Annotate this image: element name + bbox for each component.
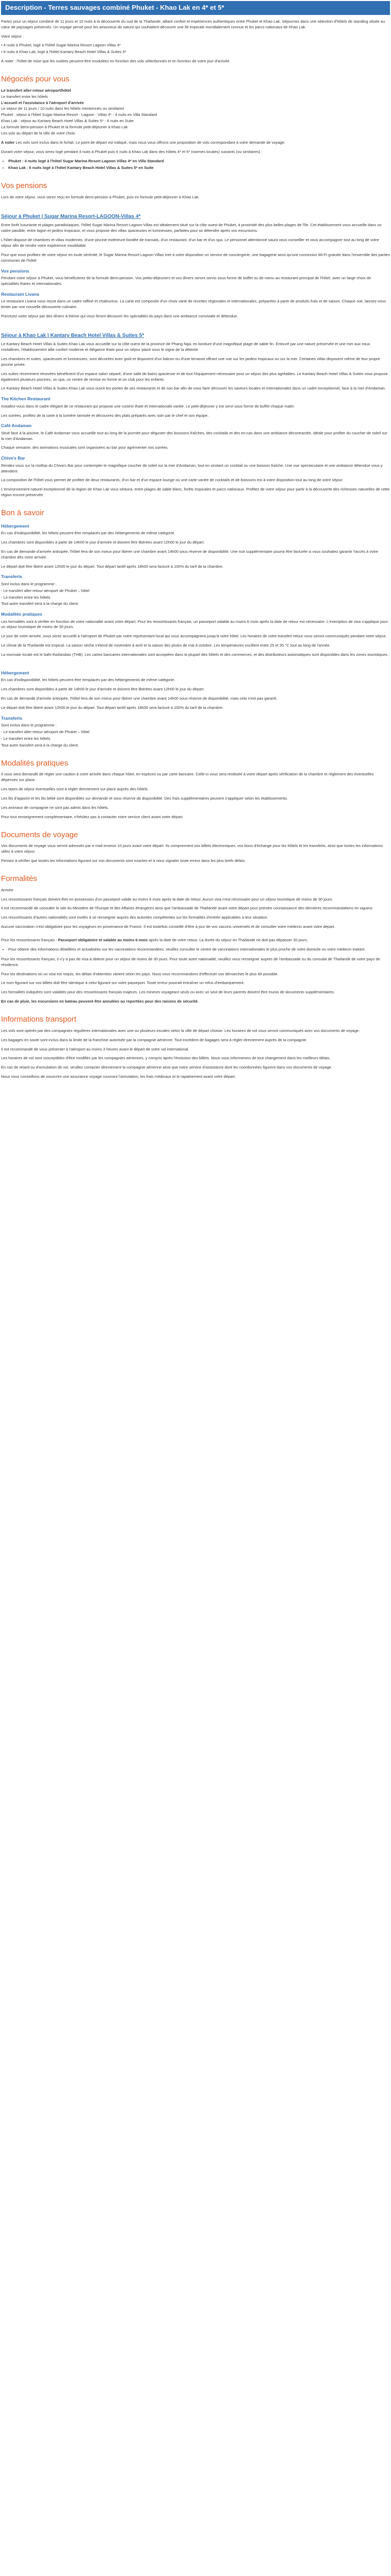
section-heading-modalites: Modalités pratiques: [1, 758, 69, 768]
hotel-khao-lak-section: [1, 342, 390, 392]
list-item: • Pour obtenir des informations détaillées et actualisées sur les vaccinations recommandées, veuillez consulter le centre de vaccinations internationales le plus proche de votre domicile ou votre médecin traitant.: [8, 947, 390, 953]
chiva-paragraph: L'environnement naturel exceptionnel de la région de Khao Lak vous séduira, entre plages de sable blanc, forêts tropicales et parcs nationaux. Profitez de votre séjour pour partir à la découverte des richesses naturelles de cette région encore préservée.: [1, 487, 390, 498]
info-paragraph: Pour tout renseignement complémentaire, n'hésitez pas à contacter notre service client avant votre départ.: [1, 814, 184, 819]
info-paragraph: Les taxes de séjour éventuelles sont à régler directement sur place auprès des hôtels.: [1, 787, 149, 792]
restaurant-paragraph: Ponctuez votre séjour par des dîners à thème qui vous feront découvrir les spécialités du pays dans une ambiance conviviale et détendue.: [1, 313, 238, 318]
restaurant-paragraph: Le restaurant Livana vous reçoit dans un cadre raffiné et chaleureux. La carte est composée d'un choix varié de recettes régionales et internationales, préparées à partir de produits frais et de saison. Chaque soir, laissez-vous tenter par une nouvelle découverte culinaire.: [1, 299, 386, 309]
info-paragraph: Le climat de la Thaïlande est tropical. La saison sèche s'étend de novembre à avril et la saison des pluies de mai à octobre. Les températures oscillent entre 25 et 35 °C tout au long de l'année.: [1, 643, 331, 648]
info-paragraph: Vos documents de voyage vous seront adressés par e-mail environ 10 jours avant votre départ. Ils comprennent vos billets électroniques, vos bons d'échange pour les hôtels et les transferts, ainsi que toutes les informations utiles à votre séjour.: [1, 843, 383, 854]
info-paragraph: En cas d'indisponibilité, les hôtels peuvent être remplacés par des hébergements de même catégorie.: [1, 677, 175, 683]
hotel-heading-phuket: Séjour à Phuket | Sugar Marina Resort-LAGOON-Villas 4*: [1, 213, 141, 219]
info-paragraph: Aucune vaccination n'est obligatoire pour les voyageurs en provenance de France. Il est toutefois conseillé d'être à jour de vos vaccins universels et de consulter votre médecin avant votre départ.: [1, 924, 335, 929]
hotel-paragraph: Le Kantary Beach Hotel Villas & Suites Khao Lak vous accueille sur la côte ouest de la province de Phang Nga, en bordure d'une magnifique plage de sable fin. Entouré par une nature préservée et une mer aux eaux cristallines, l'établissement allie confort moderne et élégance thaïe pour un séjour placé sous le signe de la détente.: [1, 342, 370, 352]
info-paragraph: Les ressortissants d'autres nationalités sont invités à se renseigner auprès des autorités compétentes sur les formalités d'entrée applicables à leur situation.: [1, 915, 268, 920]
chiva-paragraph: La composition de l'hôtel vous permet de profiter de deux restaurants, d'un bar et d'un espace lounge où une carte variée de cocktails et de boissons est à votre disposition tout au long de votre séjour.: [1, 478, 344, 483]
info-line: - Le transfert entre les hôtels: [1, 595, 51, 600]
hotel-paragraph: Le Kantary Beach Hotel Villas & Suites Khao Lak vous ouvre les portes de ses restaurants et de son bar afin de vous faire découvrir les saveurs locales et internationales dans un cadre exceptionnel, face à la mer d'Andaman.: [1, 386, 386, 391]
info-paragraph: Les horaires de vol sont susceptibles d'être modifiés par les compagnies aériennes, y compris après l'émission des billets. Nous vous informerons de tout changement dans les meilleurs délais.: [1, 1056, 331, 1061]
info-paragraph: Les lits d'appoint et les lits bébé sont disponibles sur demande et sous réserve de disponibilité. Des frais supplémentaires peuvent s'appliquer selon les établissements.: [1, 795, 288, 801]
info-paragraph: En cas d'indisponibilité, les hôtels peuvent être remplacés par des hébergements de même catégorie.: [1, 531, 175, 536]
subheading-transferts: Transferts: [1, 574, 23, 580]
section-heading-documents: Documents de voyage: [1, 830, 78, 839]
info-paragraph: Les formalités indiquées sont valables pour des ressortissants français majeurs. Les mineurs voyageant seuls ou avec un seul de leurs parents doivent être munis de documents supplémentaires.: [1, 990, 335, 995]
bar-paragraph: Chaque semaine, des animations musicales sont organisées au bar pour agrémenter vos soirées.: [1, 445, 169, 450]
intro-paragraph: Votre séjour :: [1, 33, 24, 39]
intro-section: [1, 19, 390, 64]
info-paragraph: En cas de retard ou d'annulation de vol, veuillez contacter directement la compagnie aérienne ainsi que notre service d'assistance dont les coordonnées figurent dans vos documents de voyage.: [1, 1065, 333, 1070]
info-line: - Le transfert aller-retour aéroport de Phuket – hôtel: [1, 588, 90, 593]
section-heading-pension: Vos pensions: [1, 181, 47, 191]
info-paragraph: En cas de demande d'arrivée anticipée, l'hôtel fera de son mieux pour libérer une chambre avant 14h00 sous réserve de disponibilité. Une nuit supplémentaire pourra être facturée si vous souhaitez garantir l'accès à votre chambre dès votre arrivée.: [1, 549, 378, 560]
info-line: Tout autre transfert sera à la charge du client.: [1, 601, 79, 606]
info-paragraph: Le départ doit être libéré avant 12h00 le jour du départ. Tout départ tardif après 18h00 sera facturé à 100% du tarif de la chambre.: [1, 705, 223, 710]
info-paragraph: Le départ doit être libéré avant 12h00 le jour du départ. Tout départ tardif après 18h00 sera facturé à 100% du tarif de la chambre.: [1, 564, 223, 569]
subheading-hebergement-2: Hébergement: [1, 670, 29, 675]
bar-paragraph: Situé face à la piscine, le Café Andaman vous accueille tout au long de la journée pour déguster des boissons fraîches, des cocktails et des en-cas dans une ambiance décontractée, idéale pour profiter du coucher de soleil sur la mer d'Andaman.: [1, 430, 387, 441]
subheading-chivas-bar: Chiva's Bar: [1, 455, 25, 461]
offer-line: Le transfert aller-retour aéroport/hôtel: [1, 88, 71, 93]
hotel-paragraph: Entre forêt luxuriante et plages paradisiaques, l'hôtel Sugar Marina Resort-Lagoon-Villas est idéalement situé sur la côte ouest de Phuket, à proximité des plus belles plages de l'île. Cet établissement vous accueille dans un cadre paisible, entre lagon et jardins tropicaux, et vous propose des villas spacieuses et lumineuses, parfaites pour se détendre après vos excursions.: [1, 223, 382, 233]
subheading-hebergement: Hébergement: [1, 523, 29, 529]
info-paragraph: Il vous sera demandé de régler une caution à votre arrivée dans chaque hôtel, en espèces ou par carte bancaire. Celle-ci vous sera restituée à votre départ après vérification de la chambre et règlement des éventuelles dépenses sur place.: [1, 772, 374, 783]
hotel-paragraph: Les suites récemment rénovées bénéficient d'un espace salon séparé, d'une salle de bains spacieuse et de tout l'équipement nécessaire pour un séjour des plus agréables. Le Kantary Beach Hotel Villas & Suites vous propose également plusieurs piscines, un spa, un centre de remise en forme et un club pour les enfants.: [1, 371, 388, 382]
note-title: À noter: [1, 140, 15, 145]
pensions-paragraph: Pendant votre séjour à Phuket, vous bénéficierez de la formule demi-pension. Vos petits-déjeuners et vos dîners seront servis sous forme de buffet ou de menu au restaurant principal de l'hôtel, avec un large choix de spécialités thaïes et internationales.: [1, 276, 371, 286]
info-paragraph: Les formalités sont à vérifier en fonction de votre nationalité avant votre départ. Pour les ressortissants français, un passeport valable au moins 6 mois après la date de retour est nécessaire. L'exemption de visa s'applique pour un séjour touristique de moins de 30 jours.: [1, 619, 388, 630]
info-paragraph: La monnaie locale est le baht thaïlandais (THB). Les cartes bancaires internationales sont acceptées dans la plupart des hôtels et des commerces, et des distributeurs automatiques sont disponibles dans les zones touristiques.: [1, 652, 388, 657]
formalites-warning: En cas de pluie, les excursions en bateau peuvent être annulées ou reportées pour des raisons de sécurité.: [1, 999, 199, 1004]
page-title-banner: Description - Terres sauvages combiné Phuket - Khao Lak en 4* et 5*: [1, 1, 390, 15]
hotels-list: [1, 159, 390, 172]
formalites-note: [1, 938, 390, 943]
info-paragraph: Le jour de votre arrivée, vous serez accueilli à l'aéroport de Phuket par notre représentant local qui vous accompagnera jusqu'à votre hôtel. Les horaires de votre transfert retour vous seront communiqués pendant votre séjour.: [1, 634, 387, 639]
hotel-paragraph: Les chambres et suites, spacieuses et lumineuses, sont décorées avec goût et disposent d'un balcon ou d'une terrasse offrant une vue sur les jardins tropicaux ou sur la mer. Certaines villas disposent même de leur propre piscine privée.: [1, 356, 380, 367]
section-heading-transport: Informations transport: [1, 1015, 76, 1024]
subheading-restaurant-livana: Restaurant Livana: [1, 291, 39, 297]
note-paragraph: [1, 140, 390, 146]
formalites-note-bold: Passeport obligatoire et valable au moins 6 mois: [58, 938, 148, 943]
intro-line: • 6 nuits à Khao Lak, logé à l'hôtel Kantary Beach Hotel Villas & Suites 5*: [1, 49, 126, 55]
subheading-kitchen-restaurant: The Kitchen Restaurant: [1, 396, 51, 402]
offer-section: [1, 88, 390, 172]
subheading-transferts-2: Transferts: [1, 715, 23, 721]
hotel-paragraph: Pour que vous profitiez de votre séjour en toute sérénité, le Sugar Marina Resort-Lagoon-Villas met à votre disposition un service de conciergerie, une bagagerie ainsi qu'une connexion Wi-Fi gratuite dans l'ensemble des parties communes de l'hôtel.: [1, 252, 390, 263]
info-line: Sont inclus dans le programme :: [1, 723, 57, 728]
info-paragraph: Les chambres sont disponibles à partir de 14h00 le jour d'arrivée et doivent être libérées avant 12h00 le jour du départ.: [1, 687, 205, 692]
offer-line: Phuket : séjour à l'hôtel Sugar Marina Resort - Lagoon - Villas 4* - 4 nuits en Villa Standard: [1, 112, 157, 117]
offer-line: Le transfert entre les hôtels: [1, 94, 48, 99]
subheading-pensions: Vos pensions: [1, 268, 29, 274]
offer-line: Les vols au départ de la ville de votre choix: [1, 130, 75, 135]
list-item: • Khao Lak : 6 nuits logé à l'hôtel Kantary Beach Hotel Villas & Suites 5* en Suite: [8, 165, 390, 171]
info-line: Tout autre transfert sera à la charge du client.: [1, 742, 79, 748]
restaurant-paragraph: Installez-vous dans le cadre élégant de ce restaurant qui propose une cuisine thaïe et internationale variée. Le petit-déjeuner y est servi sous forme de buffet chaque matin.: [1, 403, 295, 409]
subheading-modalites: Modalités pratiques: [1, 612, 42, 617]
info-paragraph: Les bagages en soute sont inclus dans la limite de la franchise autorisée par la compagnie aérienne. Tout excédent de bagages sera à régler directement auprès de la compagnie.: [1, 1037, 307, 1042]
info-paragraph: En cas de demande d'arrivée anticipée, l'hôtel fera de son mieux pour libérer une chambre avant 14h00 sous réserve de disponibilité, mais cela n'est pas garanti.: [1, 696, 278, 701]
note-text: Les vols sont inclus dans le forfait. Le point de départ est indiqué, mais nous vous offrons une proposition de vols correspondant à votre demande de voyage.: [15, 140, 286, 145]
hotel-phuket-section: [1, 223, 390, 263]
info-paragraph: Le nom figurant sur vos billets doit être identique à celui figurant sur votre passeport. Toute erreur pourrait entraîner un refus d'embarquement.: [1, 980, 245, 986]
info-paragraph: Il est recommandé de consulter le site du Ministère de l'Europe et des Affaires étrangères ainsi que l'ambassade de Thaïlande avant votre départ pour prendre connaissance des dernières recommandations en vigueur.: [1, 906, 373, 911]
intro-line: • 4 nuits à Phuket, logé à l'hôtel Sugar Marina Resort Lagoon Villas 4*: [1, 43, 121, 48]
formalites-subtitle: Arrivée: [1, 887, 13, 892]
info-line: - Le transfert entre les hôtels: [1, 736, 51, 741]
info-paragraph: Les chambres sont disponibles à partir de 14h00 le jour d'arrivée et doivent être libérées avant 12h00 le jour du départ.: [1, 539, 205, 545]
info-paragraph: Les ressortissants français doivent être en possession d'un passeport valide au moins 6 mois après la date de retour. Aucun visa n'est nécessaire pour un séjour touristique de moins de 30 jours.: [1, 896, 333, 902]
info-paragraph: Les animaux de compagnie ne sont pas admis dans les hôtels.: [1, 805, 109, 810]
info-paragraph: Pour les destinations où un visa est requis, les délais d'obtention varient selon les pays. Nous vous recommandons d'effectuer vos démarches le plus tôt possible.: [1, 971, 279, 976]
formalites-list: [1, 947, 390, 953]
info-line: - Le transfert aller-retour aéroport de Phuket – hôtel: [1, 729, 90, 734]
info-line: Sont inclus dans le programme :: [1, 581, 57, 586]
subheading-cafe-andaman: Café Andaman: [1, 423, 32, 429]
formalites-note-pre: Pour les ressortissants français :: [1, 938, 58, 943]
offer-line: Le séjour de 11 jours / 10 nuits dans les hôtels mentionnés ou similaires: [1, 106, 124, 111]
hotel-paragraph: L'hôtel dispose de chambres et villas modernes, d'une piscine extérieure bordée de transats, d'un restaurant, d'un bar et d'un spa. Le personnel attentionné saura vous conseiller et vous accompagner tout au long de votre séjour afin de rendre votre expérience inoubliable.: [1, 238, 379, 248]
offer-line: Khao Lak : séjour au Kantary Beach Hotel Villas & Suites 5* - 6 nuits en Suite: [1, 118, 134, 124]
info-paragraph: Pour les ressortissants français, il n'y a pas de visa à obtenir pour un séjour de moins de 30 jours. Pour toute autre nationalité, veuillez vous renseigner auprès de l'ambassade ou du consulat de Thaïlande de votre pays de résidence.: [1, 956, 380, 967]
restaurant-paragraph: Les soirées, profitez de la carte à la lumière tamisée et découvrez des plats préparés avec soin par le chef et son équipe.: [1, 413, 209, 418]
pension-text: Lors de votre séjour, vous serez reçu en formule demi-pension à Phuket, puis en formule petit-déjeuner à Khao Lak.: [1, 195, 200, 200]
page: [0, 1, 391, 1094]
section-heading-offer: Négociés pour vous: [1, 75, 70, 84]
chiva-paragraph: Rendez-vous sur la rooftop du Chiva's Bar pour contempler le magnifique coucher de soleil sur la mer d'Andaman, tout en sirotant un cocktail ou une boisson fraîche. Une vue spectaculaire et une ambiance détendue vous y attendent.: [1, 463, 383, 473]
hotel-heading-khao-lak: Séjour à Khao Lak | Kantary Beach Hotel Villas & Suites 5*: [1, 332, 144, 338]
formalites-note-post: après la date de votre retour. La durée du séjour en Thaïlande ne doit pas dépasser 30 jours.: [148, 938, 308, 943]
info-paragraph: Il est recommandé de vous présenter à l'aéroport au moins 3 heures avant le départ de votre vol international.: [1, 1046, 189, 1052]
offer-line: La formule demi-pension à Phuket et la formule petit-déjeuner à Khao Lak: [1, 125, 128, 130]
intro-paragraph: Partez pour un séjour combiné de 11 jours et 10 nuits à la découverte du sud de la Thaïlande, alliant confort et expériences authentiques entre Phuket et Khao Lak. Séjournez dans une sélection d'hôtels de standing située au cœur de paysages préservés. Un voyage pensé pour les amoureux de nature qui souhaitent découvrir une île tropicale mondialement connue et les parcs nationaux de Khao Lak.: [1, 19, 385, 29]
info-paragraph: Les vols sont opérés par des compagnies régulières internationales avec une ou plusieurs escales selon la ville de départ choisie. Les horaires de vol vous seront communiqués avec vos documents de voyage.: [1, 1028, 360, 1033]
section-heading-formalites: Formalités: [1, 874, 38, 883]
section-heading-bon-a-savoir: Bon à savoir: [1, 509, 44, 518]
intro-paragraph: À noter : l'hôtel de mise que les nuitées peuvent être modulées en fonction des vols sélectionnés et en fonction de votre jour d'arrivée.: [1, 59, 231, 64]
hotels-intro: Durant votre séjour, vous serez logé pendant 4 nuits à Phuket puis 6 nuits à Khao Lak dans des hôtels 4* et 5* (normes locales) suivants (ou similaires) :: [1, 149, 263, 154]
list-item: • Phuket : 4 nuits logé à l'hôtel Sugar Marina Resort Lagoon Villas 4* en Villa Standard: [8, 159, 390, 164]
info-paragraph: Nous vous conseillons de souscrire une assurance voyage couvrant l'annulation, les frais médicaux et le rapatriement avant votre départ.: [1, 1074, 236, 1079]
info-paragraph: Pensez à vérifier que toutes les informations figurant sur vos documents sont exactes et à nous signaler toute erreur dans les plus brefs délais.: [1, 858, 246, 863]
offer-line: L'accueil et l'assistance à l'aéroport d'arrivée: [1, 100, 84, 105]
